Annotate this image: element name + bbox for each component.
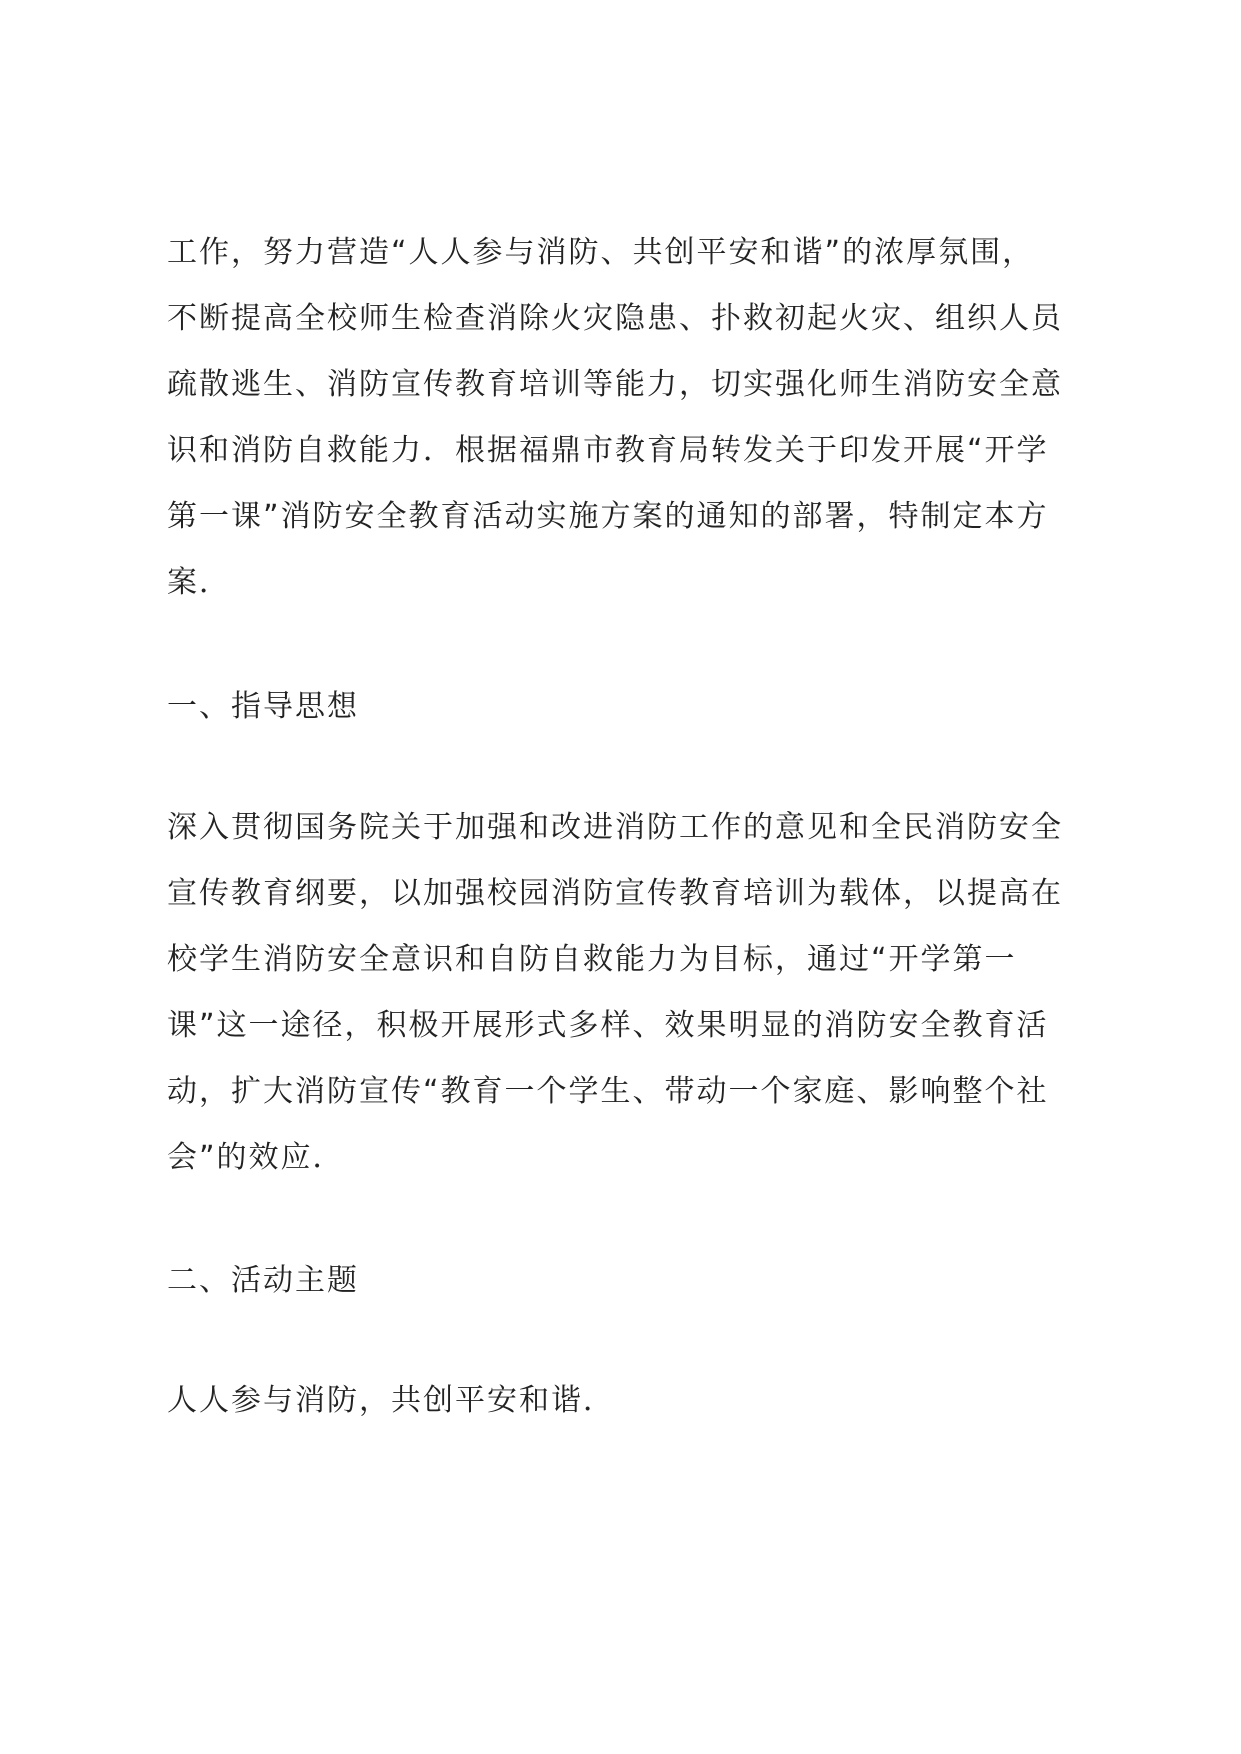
activity-theme-paragraph [167, 1368, 1087, 1434]
section-heading: 一、指导思想 [167, 689, 359, 724]
section-heading: 二、活动主题 [167, 1263, 359, 1298]
paragraph-line: 宣传教育纲要，以加强校园消防宣传教育培训为载体，以提高在 [167, 876, 1063, 911]
paragraph-line: 识和消防自救能力．根据福鼎市教育局转发关于印发开展“开学 [167, 433, 1049, 468]
paragraph-line: 工作，努力营造“人人参与消防、共创平安和谐”的浓厚氛围， [167, 235, 1035, 270]
paragraph-line: 第一课”消防安全教育活动实施方案的通知的部署，特制定本方 [167, 499, 1049, 534]
paragraph-line: 校学生消防安全意识和自防自救能力为目标，通过“开学第一 [167, 942, 1017, 977]
paragraph-line: 动，扩大消防宣传“教育一个学生、带动一个家庭、影响整个社 [167, 1074, 1049, 1109]
paragraph-line: 疏散逃生、消防宣传教育培训等能力，切实强化师生消防安全意 [167, 367, 1063, 402]
section-heading-guiding-ideology [167, 674, 1087, 740]
paragraph-line: 人人参与消防，共创平安和谐． [167, 1383, 615, 1418]
guiding-ideology-paragraph [167, 795, 1087, 1191]
section-heading-activity-theme [167, 1248, 1087, 1314]
paragraph-line: 案． [167, 565, 231, 600]
intro-paragraph [167, 220, 1087, 616]
paragraph-line: 课”这一途径，积极开展形式多样、效果明显的消防安全教育活 [167, 1008, 1049, 1043]
paragraph-line: 深入贯彻国务院关于加强和改进消防工作的意见和全民消防安全 [167, 810, 1063, 845]
paragraph-line: 不断提高全校师生检查消除火灾隐患、扑救初起火灾、组织人员 [167, 301, 1063, 336]
paragraph-line: 会”的效应． [167, 1140, 345, 1175]
